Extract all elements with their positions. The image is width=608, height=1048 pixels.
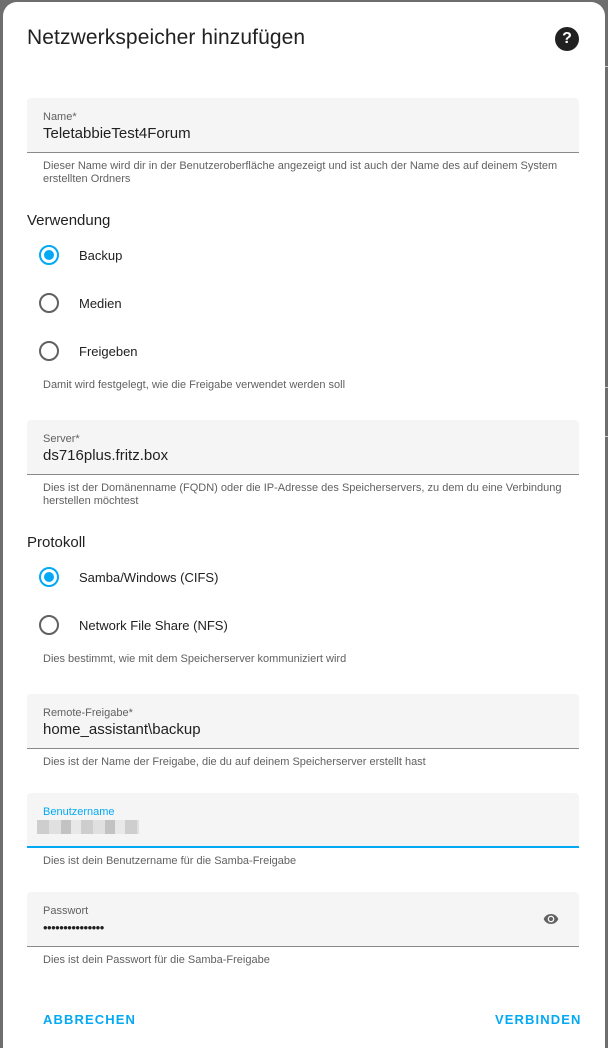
remote-share-field-label: Remote-Freigabe*	[43, 707, 133, 719]
name-field-label: Name*	[43, 111, 77, 123]
name-field[interactable]	[27, 98, 579, 153]
name-field-value[interactable]: TeletabbieTest4Forum	[43, 125, 191, 142]
radio-button[interactable]	[39, 293, 59, 313]
username-field-label: Benutzername	[43, 806, 115, 818]
name-helper-text: Dieser Name wird dir in der Benutzeroberfläche angezeigt und ist auch der Name des auf deinem System erstellten Ordners	[43, 160, 558, 185]
server-field-label: Server*	[43, 433, 80, 445]
radio-label: Backup	[79, 247, 123, 263]
password-field[interactable]	[27, 892, 579, 947]
password-field-label: Passwort	[43, 905, 89, 917]
dialog-title: Netzwerkspeicher hinzufügen	[27, 26, 306, 49]
radio-label: Freigeben	[79, 343, 138, 359]
protocol-radio-cifs[interactable]	[39, 565, 218, 589]
protocol-helper-text: Dies bestimmt, wie mit dem Speicherserver kommuniziert wird	[43, 653, 347, 665]
radio-label: Samba/Windows (CIFS)	[79, 569, 219, 585]
server-field-value[interactable]: ds716plus.fritz.box	[43, 447, 169, 464]
password-field-value[interactable]: •••••••••••••••	[43, 920, 104, 935]
usage-radio-media[interactable]	[39, 291, 122, 315]
radio-label: Medien	[79, 295, 122, 311]
cancel-button[interactable]: ABBRECHEN	[43, 1012, 136, 1027]
help-icon[interactable]: ?	[555, 27, 579, 51]
usage-helper-text: Damit wird festgelegt, wie die Freigabe verwendet werden soll	[43, 379, 346, 391]
add-network-storage-dialog	[3, 2, 605, 1048]
usage-radio-backup[interactable]	[39, 243, 122, 267]
remote-share-helper-text: Dies ist der Name der Freigabe, die du auf deinem Speicherserver erstellt hast	[43, 756, 426, 768]
protocol-radio-nfs[interactable]	[39, 613, 228, 637]
radio-button[interactable]	[39, 341, 59, 361]
radio-button-checked[interactable]	[39, 567, 59, 587]
server-field[interactable]	[27, 420, 579, 475]
usage-section-title: Verwendung	[27, 212, 111, 229]
username-helper-text: Dies ist dein Benutzername für die Samba-Freigabe	[43, 855, 297, 867]
password-helper-text: Dies ist dein Passwort für die Samba-Freigabe	[43, 954, 270, 966]
radio-button-checked[interactable]	[39, 245, 59, 265]
username-field[interactable]	[27, 793, 579, 848]
remote-share-field[interactable]	[27, 694, 579, 749]
usage-radio-share[interactable]	[39, 339, 138, 363]
radio-label: Network File Share (NFS)	[79, 617, 228, 633]
server-helper-text: Dies ist der Domänenname (FQDN) oder die IP-Adresse des Speicherservers, zu dem du eine Verbindung herstellen möchtest	[43, 482, 562, 507]
protocol-section-title: Protokoll	[27, 534, 86, 551]
obscured-username-value[interactable]	[37, 820, 139, 834]
radio-button[interactable]	[39, 615, 59, 635]
remote-share-field-value[interactable]: home_assistant\backup	[43, 721, 201, 738]
eye-icon[interactable]	[541, 911, 561, 927]
connect-button[interactable]: VERBINDEN	[495, 1012, 582, 1027]
